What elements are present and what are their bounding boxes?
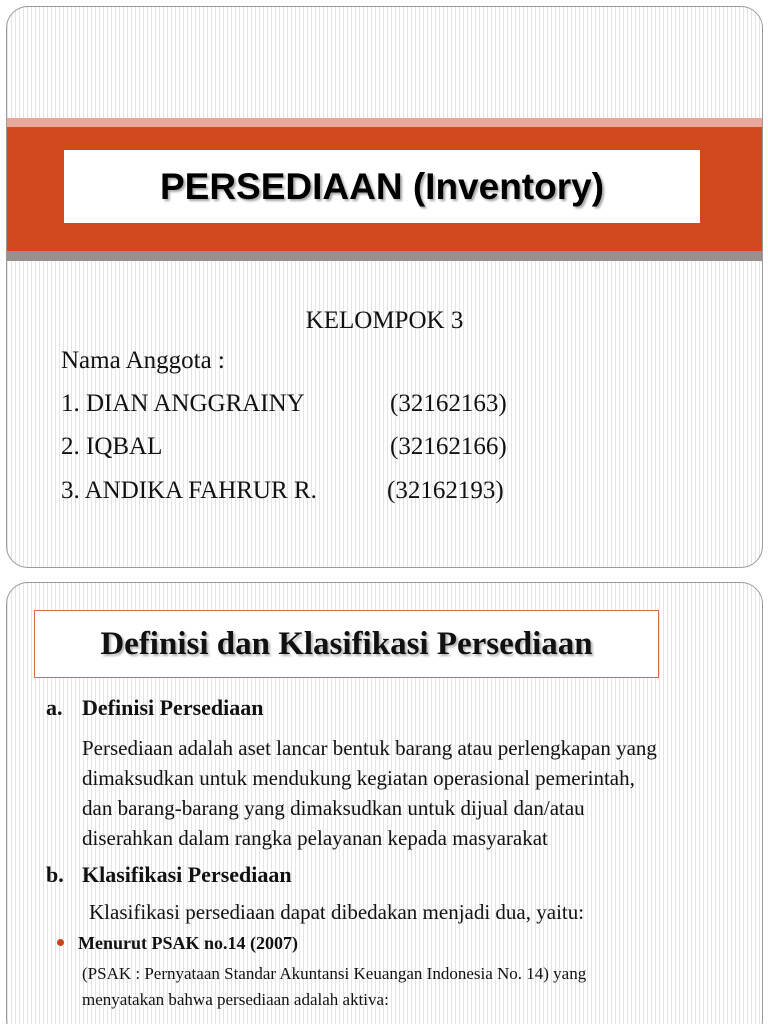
member-row — [61, 433, 507, 461]
definition-title: Definisi dan Klasifikasi Persediaan — [100, 625, 593, 662]
body-line: dan barang-barang yang dimaksudkan untuk dijual dan/atau — [82, 796, 585, 820]
body-line: Persediaan adalah aset lancar bentuk barang atau perlengkapan yang — [82, 736, 657, 760]
member-name: 2. IQBAL — [61, 433, 163, 460]
section-b-body — [82, 961, 682, 1013]
slide-title — [6, 6, 763, 568]
bullet-dot-icon — [57, 939, 64, 946]
bullet-text: Menurut PSAK no.14 (2007) — [78, 933, 298, 953]
section-b-title: Klasifikasi Persediaan — [82, 862, 292, 887]
member-nim: (32162166) — [390, 433, 507, 460]
title-box — [64, 150, 700, 223]
section-b-letter: b. — [46, 862, 64, 887]
section-b-heading — [46, 862, 292, 888]
title-band-light — [7, 118, 762, 127]
body-line: (PSAK : Pernyataan Standar Akuntansi Keuangan Indonesia No. 14) yang — [82, 964, 587, 983]
slide-definition — [6, 582, 763, 1024]
group-label: KELOMPOK 3 — [305, 307, 464, 334]
section-a-heading — [46, 695, 264, 721]
member-row — [61, 390, 507, 418]
body-line: diserahkan dalam rangka pelayanan kepada masyarakat — [82, 826, 548, 850]
section-a-body — [82, 733, 742, 853]
definition-title-box — [34, 610, 659, 678]
body-line: menyatakan bahwa persediaan adalah aktiva: — [82, 990, 389, 1009]
member-name: 3. ANDIKA FAHRUR R. — [61, 477, 317, 504]
member-name: 1. DIAN ANGGRAINY — [61, 390, 305, 417]
section-b-intro: Klasifikasi persediaan dapat dibedakan menjadi dua, yaitu: — [89, 900, 585, 924]
title-band-shadow — [7, 251, 762, 261]
member-row — [61, 477, 504, 505]
slide-title-text: PERSEDIAAN (Inventory) — [159, 165, 605, 207]
body-line: dimaksudkan untuk mendukung kegiatan operasional pemerintah, — [82, 766, 635, 790]
section-a-title: Definisi Persediaan — [82, 695, 264, 720]
member-nim: (32162163) — [390, 390, 507, 417]
members-heading: Nama Anggota : — [61, 347, 225, 374]
section-a-letter: a. — [46, 695, 63, 720]
bullet-item — [57, 933, 298, 954]
member-nim: (32162193) — [387, 477, 504, 504]
